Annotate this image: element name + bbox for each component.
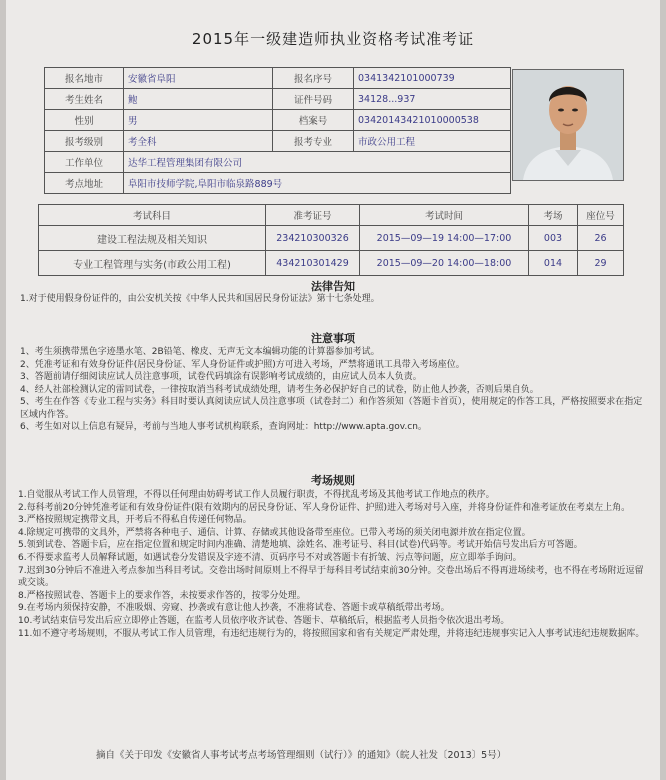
info-label: 报考级别: [45, 131, 124, 152]
column-header: 考试时间: [360, 205, 529, 226]
rules-title: 考场规则: [311, 474, 355, 487]
exam-schedule-table: [38, 204, 624, 276]
info-value: 0341342101000739: [354, 68, 511, 89]
note-item: 3、答题前请仔细阅读应试人员注意事项，试卷代码填涂有误影响考试成绩的，由应试人员本人负责。: [20, 372, 422, 382]
table-row: [39, 251, 624, 276]
info-value: 市政公用工程: [354, 131, 511, 152]
notes-title: 注意事项: [311, 332, 355, 345]
room-cell: 014: [529, 251, 578, 276]
subject-cell: 专业工程管理与实务(市政公用工程): [39, 251, 266, 276]
rule-item: 3.严格按照规定携带文具，开考后不得私自传递任何物品。: [18, 515, 252, 526]
rule-item: 6.不得要求监考人员解释试题，如遇试卷分发错误及字迹不清、页码序号不对或答题卡有折皱、污点等问题，应立即举手询问。: [18, 552, 522, 563]
seat-cell: 26: [578, 226, 624, 251]
legal-notice-text: 1.对于使用假身份证件的，由公安机关按《中华人民共和国居民身份证法》第十七条处理。: [20, 294, 380, 304]
rule-item: 7.迟到30分钟后不准进入考点参加当科目考试。交卷出场时间原则上不得早于每科目考试结束前30分钟。交卷出场后不得再进场续考，也不得在考场附近逗留或交谈。: [18, 565, 644, 589]
rules-list: [18, 489, 648, 640]
candidate-info-table: [44, 67, 511, 194]
info-value: 34128...937: [354, 89, 511, 110]
info-label: 报考专业: [273, 131, 354, 152]
info-label: 性别: [45, 110, 124, 131]
rule-item: 11.如不遵守考场规则，不服从考试工作人员管理，有违纪违规行为的，将按照国家和省有关规定严肃处理，并将违纪违规事实记入人事考试违纪违规数据库。: [18, 628, 645, 639]
info-label: 考生姓名: [45, 89, 124, 110]
info-label: 证件号码: [273, 89, 354, 110]
column-header: 考试科目: [39, 205, 266, 226]
rule-item: 1.自觉服从考试工作人员管理，不得以任何理由妨碍考试工作人员履行职责，不得扰乱考场及其他考试工作地点的秩序。: [18, 490, 495, 500]
info-value: 鲍: [124, 89, 273, 110]
notes-list: [20, 346, 644, 434]
page-title: 2015年一级建造师执业资格考试准考证: [191, 30, 475, 48]
info-label: 档案号: [273, 110, 354, 131]
column-header: 考场: [529, 205, 578, 226]
ticket-cell: 234210300326: [266, 226, 360, 251]
info-value: 03420143421010000538: [354, 110, 511, 131]
column-header: 座位号: [578, 205, 624, 226]
exam-address-value: 阜阳市技师学院,阜阳市临泉路889号: [124, 173, 511, 194]
note-item: 2、凭准考证和有效身份证件(居民身份证、军人身份证件或护照)方可进入考场，严禁将通讯工具带入考场座位。: [20, 359, 465, 370]
exam-address-label: 考点地址: [45, 173, 124, 194]
note-item: 6、考生如对以上信息有疑异，考前与当地人事考试机构联系，查询网址：http://www.apta.gov.cn。: [20, 422, 427, 432]
work-unit-label: 工作单位: [45, 152, 124, 173]
info-label: 报名地市: [45, 68, 124, 89]
room-cell: 003: [529, 226, 578, 251]
info-value: 男: [124, 110, 273, 131]
rule-item: 8.严格按照试卷、答题卡上的要求作答，未按要求作答的，按零分处理。: [18, 590, 306, 601]
work-unit-value: 达华工程管理集团有限公司: [124, 152, 511, 173]
info-label: 报名序号: [273, 68, 354, 89]
rule-item: 9.在考场内须保持安静，不准吸烟、旁窥、抄袭或有意让他人抄袭，不准将试卷、答题卡或草稿纸带出考场。: [18, 603, 450, 614]
note-item: 4、经人社部检测认定的雷同试卷，一律按取消当科考试成绩处理，请考生务必保护好自己的试卷，防止他人抄袭，否则后果自负。: [20, 384, 539, 395]
subject-cell: 建设工程法规及相关知识: [39, 226, 266, 251]
rules-source: 摘自《关于印发《安徽省人事考试考点考场管理细则（试行）》的通知》（皖人社发〔2013〕5号）: [96, 750, 507, 761]
note-item: 1、考生须携带黑色字迹墨水笔、2B铅笔、橡皮、无声无文本编辑功能的计算器参加考试。: [20, 347, 380, 357]
note-item: 5、考生在作答《专业工程与实务》科目时要认真阅读应试人员注意事项（试卷封二）和作答须知（答题卡首页），使用规定的作答工具，严格按照要求在指定区域内作答。: [20, 397, 643, 420]
table-row: [39, 226, 624, 251]
rule-item: 5.领到试卷、答题卡后，应在指定位置和规定时间内准确、清楚地填、涂姓名、准考证号、科目(试卷)代码等。考试开始信号发出后方可答题。: [18, 540, 583, 551]
time-cell: 2015—09—19 14:00—17:00: [360, 226, 529, 251]
info-value: 安徽省阜阳: [124, 68, 273, 89]
seat-cell: 29: [578, 251, 624, 276]
time-cell: 2015—09—20 14:00—18:00: [360, 251, 529, 276]
legal-notice-title: 法律告知: [311, 280, 355, 293]
info-value: 考全科: [124, 131, 273, 152]
rule-item: 4.除规定可携带的文具外，严禁将各种电子、通信、计算、存储或其他设备带至座位。已带入考场的须关闭电源并放在指定位置。: [18, 527, 531, 538]
admission-ticket: [6, 0, 660, 780]
candidate-photo: [512, 69, 624, 181]
ticket-cell: 434210301429: [266, 251, 360, 276]
rule-item: 10.考试结束信号发出后应立即停止答题，在监考人员依序收齐试卷、答题卡、草稿纸后，根据监考人员指令依次退出考场。: [18, 615, 510, 626]
column-header: 准考证号: [266, 205, 360, 226]
rule-item: 2.每科考前20分钟凭准考证和有效身份证件(限有效期内的居民身份证、军人身份证件、护照)进入考场对号入座，并将身份证件和准考证放在考桌左上角。: [18, 502, 631, 513]
